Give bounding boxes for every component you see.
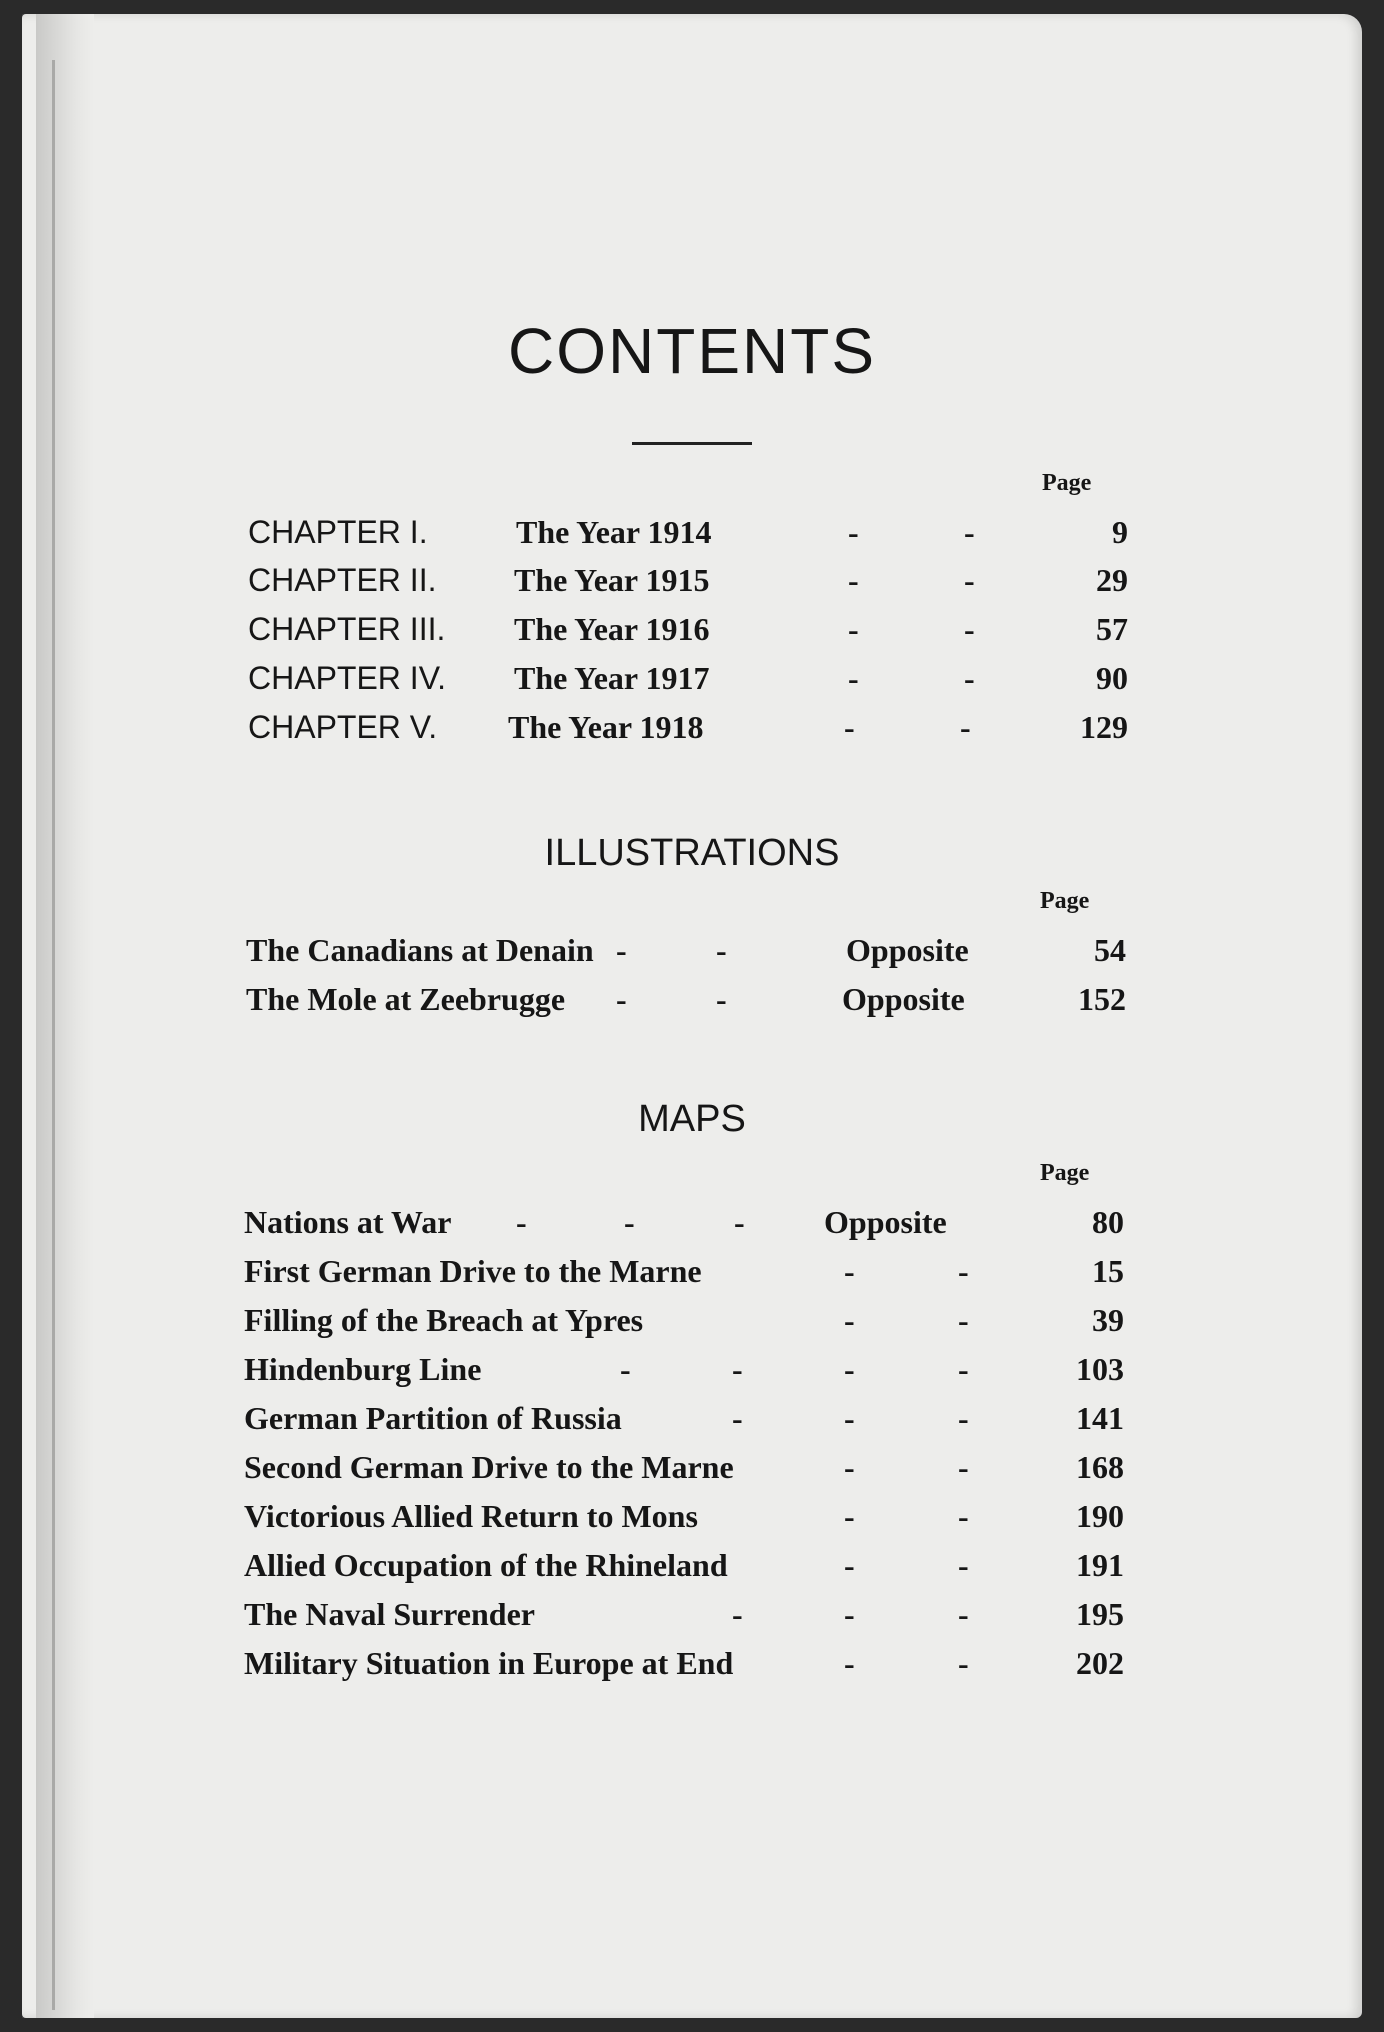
page-number: 195 bbox=[1076, 1596, 1124, 1632]
map-title: Hindenburg Line bbox=[244, 1351, 482, 1387]
leader-dash: - bbox=[848, 562, 859, 598]
book-gutter-line bbox=[52, 60, 55, 2010]
map-title: First German Drive to the Marne bbox=[244, 1253, 702, 1289]
page-title: CONTENTS bbox=[508, 315, 876, 387]
page-number: 168 bbox=[1076, 1449, 1124, 1485]
map-title: Filling of the Breach at Ypres bbox=[244, 1302, 644, 1338]
maps-page-label: Page bbox=[1040, 1160, 1090, 1186]
leader-dash: - bbox=[624, 1204, 635, 1240]
leader-dash: - bbox=[844, 1596, 855, 1632]
illustration-title: The Canadians at Denain bbox=[246, 932, 594, 968]
illustration-row bbox=[246, 932, 1146, 978]
chapter-row bbox=[248, 709, 1148, 755]
chapter-title: The Year 1915 bbox=[514, 562, 710, 598]
leader-dash: - bbox=[958, 1547, 969, 1583]
leader-dash: - bbox=[734, 1204, 745, 1240]
leader-dash: - bbox=[958, 1498, 969, 1534]
page-number: 57 bbox=[1096, 611, 1128, 647]
page-number: 80 bbox=[1092, 1204, 1124, 1240]
illustrations-page-label: Page bbox=[1040, 888, 1090, 914]
leader-dash: - bbox=[844, 1253, 855, 1289]
leader-dash: - bbox=[616, 981, 627, 1017]
chapter-number: CHAPTER IV. bbox=[248, 660, 446, 696]
map-row bbox=[244, 1302, 1144, 1348]
leader-dash: - bbox=[958, 1253, 969, 1289]
leader-dash: - bbox=[732, 1351, 743, 1387]
map-title: The Naval Surrender bbox=[244, 1596, 535, 1632]
map-row bbox=[244, 1449, 1144, 1495]
map-row bbox=[244, 1351, 1144, 1397]
page-number: 29 bbox=[1096, 562, 1128, 598]
chapter-number: CHAPTER V. bbox=[248, 709, 438, 745]
leader-dash: - bbox=[848, 514, 859, 550]
page-number: 54 bbox=[1094, 932, 1126, 968]
page-number: 90 bbox=[1096, 660, 1128, 696]
page-number: 141 bbox=[1076, 1400, 1124, 1436]
book-page bbox=[22, 14, 1362, 2018]
map-note: Opposite bbox=[824, 1204, 947, 1240]
map-row bbox=[244, 1400, 1144, 1446]
leader-dash: - bbox=[844, 1498, 855, 1534]
illustration-note: Opposite bbox=[842, 981, 965, 1017]
illustration-note: Opposite bbox=[846, 932, 969, 968]
map-row bbox=[244, 1498, 1144, 1544]
chapter-title: The Year 1918 bbox=[508, 709, 704, 745]
leader-dash: - bbox=[716, 932, 727, 968]
illustration-title: The Mole at Zeebrugge bbox=[246, 981, 566, 1017]
leader-dash: - bbox=[844, 1547, 855, 1583]
leader-dash: - bbox=[620, 1351, 631, 1387]
leader-dash: - bbox=[958, 1400, 969, 1436]
map-row bbox=[244, 1204, 1144, 1250]
leader-dash: - bbox=[848, 660, 859, 696]
leader-dash: - bbox=[964, 611, 975, 647]
leader-dash: - bbox=[958, 1302, 969, 1338]
leader-dash: - bbox=[844, 1400, 855, 1436]
leader-dash: - bbox=[732, 1400, 743, 1436]
leader-dash: - bbox=[844, 1351, 855, 1387]
leader-dash: - bbox=[516, 1204, 527, 1240]
leader-dash: - bbox=[716, 981, 727, 1017]
map-title: Allied Occupation of the Rhineland bbox=[244, 1547, 728, 1583]
map-row bbox=[244, 1547, 1144, 1593]
book-gutter-highlight bbox=[36, 14, 94, 2018]
leader-dash: - bbox=[958, 1449, 969, 1485]
map-title: Second German Drive to the Marne bbox=[244, 1449, 734, 1485]
page-number: 129 bbox=[1080, 709, 1128, 745]
chapter-row bbox=[248, 514, 1148, 560]
leader-dash: - bbox=[844, 709, 855, 745]
leader-dash: - bbox=[844, 1302, 855, 1338]
page-number: 191 bbox=[1076, 1547, 1124, 1583]
chapters-page-label: Page bbox=[1042, 470, 1092, 496]
map-title: Victorious Allied Return to Mons bbox=[244, 1498, 698, 1534]
page-number: 15 bbox=[1092, 1253, 1124, 1289]
leader-dash: - bbox=[848, 611, 859, 647]
page-number: 190 bbox=[1076, 1498, 1124, 1534]
leader-dash: - bbox=[616, 932, 627, 968]
illustration-row bbox=[246, 981, 1146, 1027]
chapter-title: The Year 1917 bbox=[514, 660, 710, 696]
chapter-title: The Year 1916 bbox=[514, 611, 710, 647]
leader-dash: - bbox=[732, 1596, 743, 1632]
chapter-number: CHAPTER I. bbox=[248, 514, 428, 550]
chapter-number: CHAPTER III. bbox=[248, 611, 446, 647]
page-number: 39 bbox=[1092, 1302, 1124, 1338]
chapter-title: The Year 1914 bbox=[516, 514, 712, 550]
title-rule bbox=[632, 442, 752, 445]
leader-dash: - bbox=[964, 562, 975, 598]
page-number: 202 bbox=[1076, 1645, 1124, 1681]
chapter-number: CHAPTER II. bbox=[248, 562, 437, 598]
leader-dash: - bbox=[964, 660, 975, 696]
page-number: 9 bbox=[1112, 514, 1128, 550]
leader-dash: - bbox=[958, 1596, 969, 1632]
map-title: Military Situation in Europe at End bbox=[244, 1645, 734, 1681]
chapter-row bbox=[248, 562, 1148, 608]
map-row bbox=[244, 1596, 1144, 1642]
chapter-row bbox=[248, 611, 1148, 657]
map-row bbox=[244, 1253, 1144, 1299]
leader-dash: - bbox=[958, 1351, 969, 1387]
map-title: German Partition of Russia bbox=[244, 1400, 622, 1436]
map-row bbox=[244, 1645, 1144, 1691]
page-number: 152 bbox=[1078, 981, 1126, 1017]
leader-dash: - bbox=[960, 709, 971, 745]
leader-dash: - bbox=[844, 1449, 855, 1485]
chapter-row bbox=[248, 660, 1148, 706]
maps-heading: MAPS bbox=[638, 1098, 746, 1140]
leader-dash: - bbox=[958, 1645, 969, 1681]
page-number: 103 bbox=[1076, 1351, 1124, 1387]
leader-dash: - bbox=[964, 514, 975, 550]
map-title: Nations at War bbox=[244, 1204, 452, 1240]
leader-dash: - bbox=[844, 1645, 855, 1681]
illustrations-heading: ILLUSTRATIONS bbox=[544, 832, 840, 874]
